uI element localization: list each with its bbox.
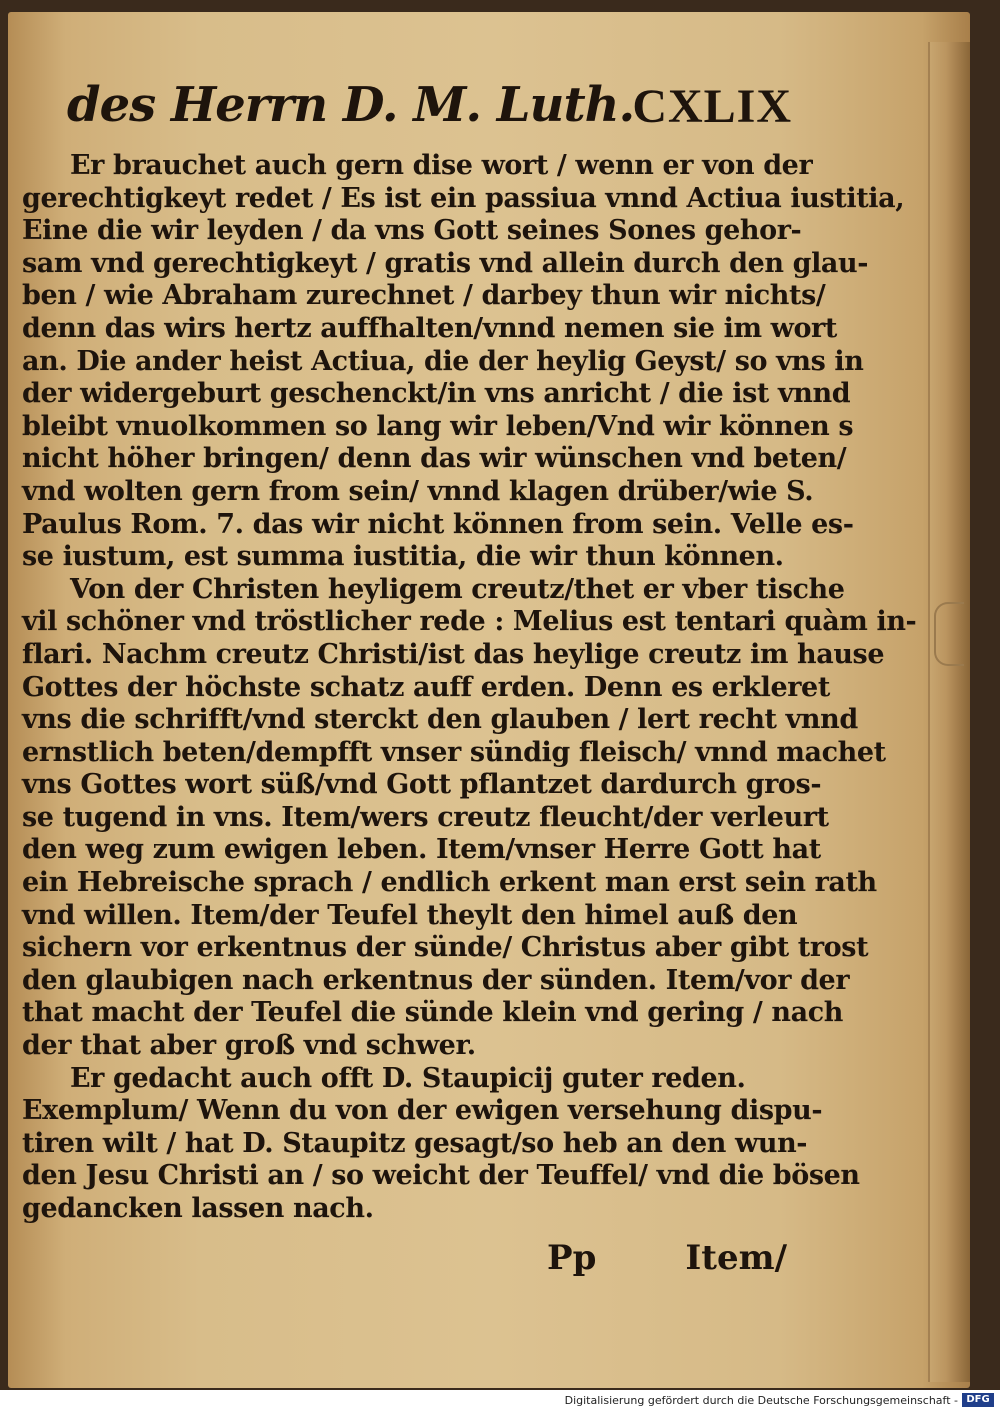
page-edge-line: [928, 42, 930, 1382]
body-text: [22, 150, 917, 1226]
text-line: der that aber groß vnd schwer.: [22, 1030, 476, 1062]
page-header: [22, 75, 792, 150]
text-line: that macht der Teufel die sünde klein vnd gering / nach: [22, 997, 843, 1029]
text-line: den weg zum ewigen leben. Item/vnser Herre Gott hat: [22, 834, 821, 866]
text-line: Paulus Rom. 7. das wir nicht können from sein. Velle es-: [22, 508, 854, 540]
binding-tab: [934, 602, 964, 666]
text-line: der widergeburt geschenckt/in vns anricht / die ist vnnd: [22, 378, 851, 410]
text-line: Eine die wir leyden / da vns Gott seines Sones gehor-: [22, 215, 802, 247]
dfg-logo-icon: DFG: [962, 1393, 994, 1407]
text-line: gerechtigkeyt redet / Es ist ein passiua vnnd Actiua iustitia,: [22, 182, 905, 214]
text-line: Gottes der höchste schatz auff erden. Denn es erkleret: [22, 671, 830, 703]
text-line: Von der Christen heyligem creutz/thet er vber tische: [70, 573, 845, 605]
credit-bar: [0, 1390, 1000, 1411]
text-line: Er gedacht auch offt D. Staupicij guter reden.: [70, 1062, 746, 1094]
text-line: ernstlich beten/dempfft vnser sündig fleisch/ vnnd machet: [22, 736, 886, 768]
text-line: denn das wirs hertz auffhalten/vnnd nemen sie im wort: [22, 312, 837, 344]
text-line: an. Die ander heist Actiua, die der heylig Geyst/ so vns in: [22, 345, 864, 377]
text-line: se iustum, est summa iustitia, die wir thun können.: [22, 541, 784, 573]
signature-mark: Pp: [547, 1237, 597, 1278]
text-line: den Jesu Christi an / so weicht der Teuffel/ vnd die bösen: [22, 1160, 860, 1192]
text-line: ein Hebreische sprach / endlich erkent man erst sein rath: [22, 867, 877, 899]
page-footer: [22, 1230, 792, 1290]
text-line: vnd wolten gern from sein/ vnnd klagen drüber/wie S.: [22, 475, 814, 507]
text-line: se tugend in vns. Item/wers creutz fleucht/der verleurt: [22, 801, 829, 833]
folio-number: CXLIX: [632, 80, 792, 133]
text-line: tiren wilt / hat D. Staupitz gesagt/so heb an den wun-: [22, 1127, 808, 1159]
text-line: ben / wie Abraham zurechnet / darbey thun wir nichts/: [22, 280, 826, 312]
text-block: [22, 75, 917, 1290]
text-line: flari. Nachm creutz Christi/ist das heylige creutz im hause: [22, 638, 885, 670]
text-line: bleibt vnuolkommen so lang wir leben/Vnd wir können s: [22, 410, 854, 442]
running-head: des Herrn D. M. Luth.: [67, 77, 635, 133]
funding-credit: Digitalisierung gefördert durch die Deutsche Forschungsgemeinschaft -: [564, 1394, 958, 1407]
text-line: sichern vor erkentnus der sünde/ Christus aber gibt trost: [22, 932, 869, 964]
text-line: Exemplum/ Wenn du von der ewigen versehung dispu-: [22, 1095, 823, 1127]
page-edge: [930, 42, 970, 1382]
text-line: sam vnd gerechtigkeyt / gratis vnd allein durch den glau-: [22, 247, 869, 279]
text-line: Er brauchet auch gern dise wort / wenn er von der: [70, 150, 813, 181]
text-line: nicht höher bringen/ denn das wir wünschen vnd beten/: [22, 443, 847, 475]
catchword: Item/: [685, 1237, 787, 1278]
text-line: gedancken lassen nach.: [22, 1193, 374, 1224]
text-line: vil schöner vnd tröstlicher rede : Melius est tentari quàm in-: [22, 606, 917, 638]
text-line: vns die schrifft/vnd sterckt den glauben / lert recht vnnd: [22, 704, 858, 736]
text-line: den glaubigen nach erkentnus der sünden. Item/vor der: [22, 964, 850, 996]
text-line: vnd willen. Item/der Teufel theylt den himel auß den: [22, 899, 798, 931]
text-line: vns Gottes wort süß/vnd Gott pflantzet dardurch gros-: [22, 769, 822, 801]
